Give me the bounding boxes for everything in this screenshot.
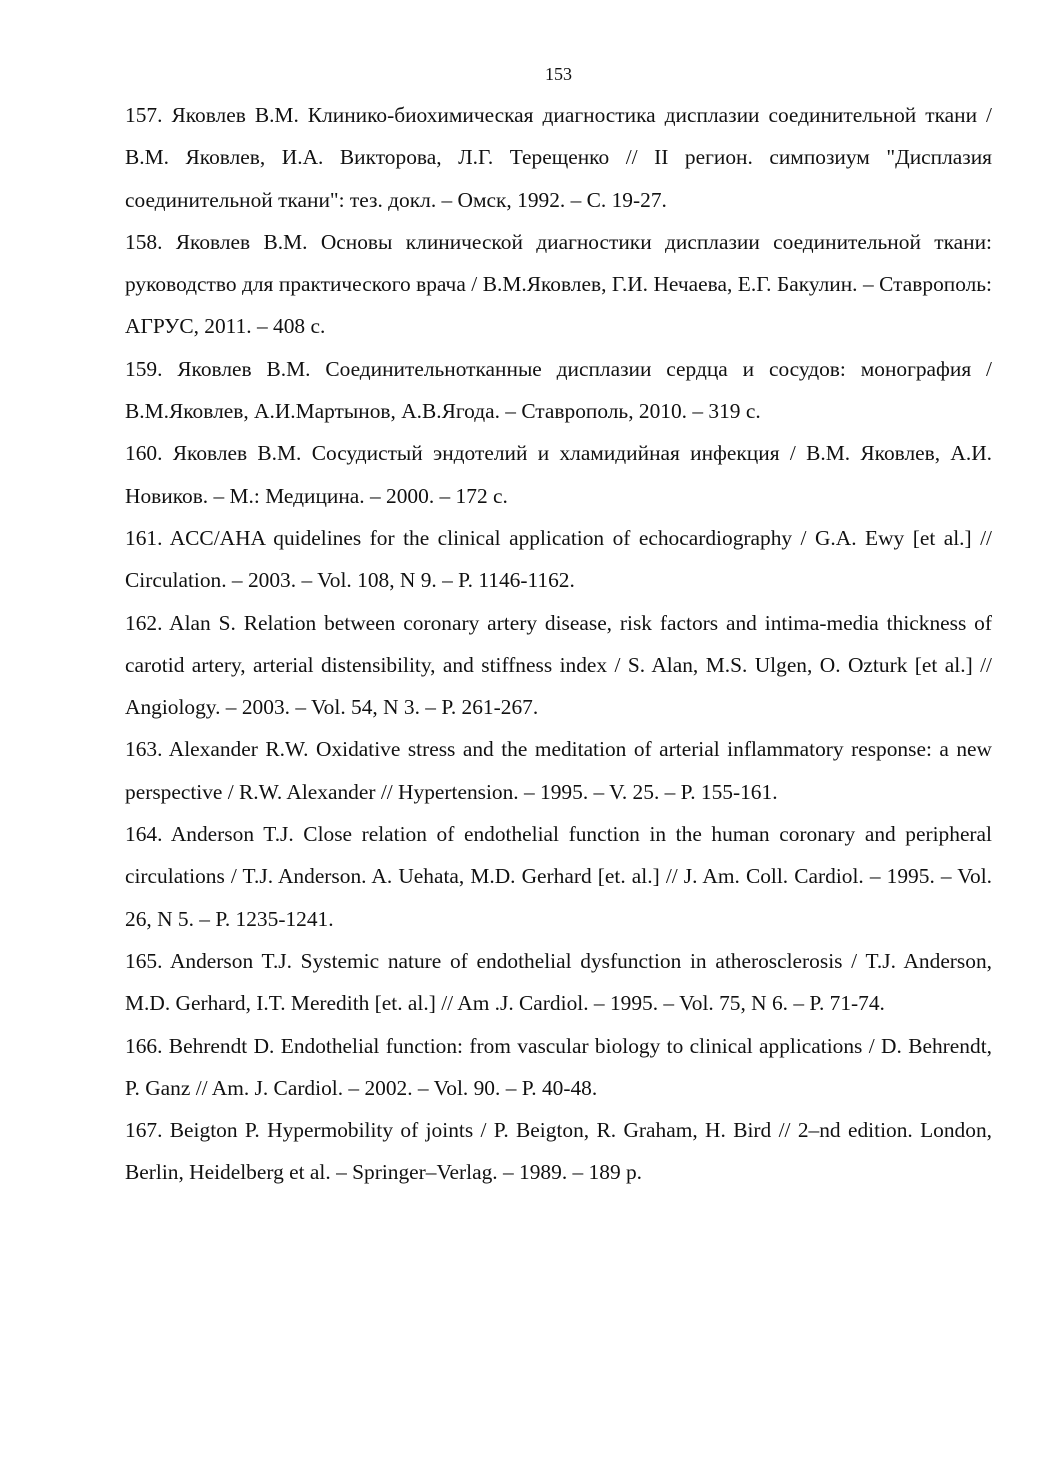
reference-list xyxy=(125,94,992,1194)
reference-item-165: 165. Anderson T.J. Systemic nature of endothelial dysfunction in atherosclerosis / T.J. Anderson, M.D. Gerhard, I.T. Meredith [et. al.] // Am .J. Cardiol. – 1995. – Vol. 75, N 6. – P. 71-74. xyxy=(125,948,992,1016)
reference-item-161: 161. ACC/AHA quidelines for the clinical application of echocardiography / G.A. Ewy [et al.] // Circulation. – 2003. – Vol. 108, N 9. – P. 1146-1162. xyxy=(125,525,992,593)
page-number: 153 xyxy=(545,64,572,84)
reference-item-163: 163. Alexander R.W. Oxidative stress and the meditation of arterial inflammatory response: a new perspective / R.W. Alexander // Hypertension. – 1995. – V. 25. – P. 155-161. xyxy=(125,737,992,804)
reference-item-162: 162. Alan S. Relation between coronary artery disease, risk factors and intima-media thickness of carotid artery, arterial distensibility, and stiffness index / S. Alan, M.S. Ulgen, O. Ozturk [et al.] // Angiology. – 2003. – Vol. 54, N 3. – P. 261-267. xyxy=(125,610,992,720)
reference-item-159: 159. Яковлев В.М. Соединительнотканные дисплазии сердца и сосудов: монография / В.М.Яковлев, А.И.Мартынов, А.В.Ягода. – Ставрополь, 2010. – 319 с. xyxy=(125,356,992,424)
reference-item-166: 166. Behrendt D. Endothelial function: from vascular biology to clinical applications / D. Behrendt, P. Ganz // Am. J. Cardiol. – 2002. – Vol. 90. – P. 40-48. xyxy=(125,1033,992,1100)
reference-item-160: 160. Яковлев В.М. Сосудистый эндотелий и хламидийная инфекция / В.М. Яковлев, А.И. Новиков. – М.: Медицина. – 2000. – 172 с. xyxy=(125,441,992,508)
reference-item-164: 164. Anderson T.J. Close relation of endothelial function in the human coronary and peripheral circulations / T.J. Anderson. A. Uehata, M.D. Gerhard [et. al.] // J. Am. Coll. Cardiol. – 1995. – Vol. 26, N 5. – P. 1235-1241. xyxy=(125,822,992,931)
reference-item-157: 157. Яковлев В.М. Клинико-биохимическая диагностика дисплазии соединительной ткани / В.М. Яковлев, И.А. Викторова, Л.Г. Терещенко // II регион. симпозиум "Дисплазия соединительной ткани": тез. докл. – Омск, 1992. – С. 19-27. xyxy=(125,103,992,212)
reference-item-158: 158. Яковлев В.М. Основы клинической диагностики дисплазии соединительной ткани: руководство для практического врача / В.М.Яковлев, Г.И. Нечаева, Е.Г. Бакулин. – Ставрополь: АГРУС, 2011. – 408 с. xyxy=(125,229,992,339)
reference-item-167: 167. Beigton P. Hypermobility of joints / P. Beigton, R. Graham, H. Bird // 2–nd edition. London, Berlin, Heidelberg et al. – Springer–Verlag. – 1989. – 189 p. xyxy=(125,1118,992,1185)
